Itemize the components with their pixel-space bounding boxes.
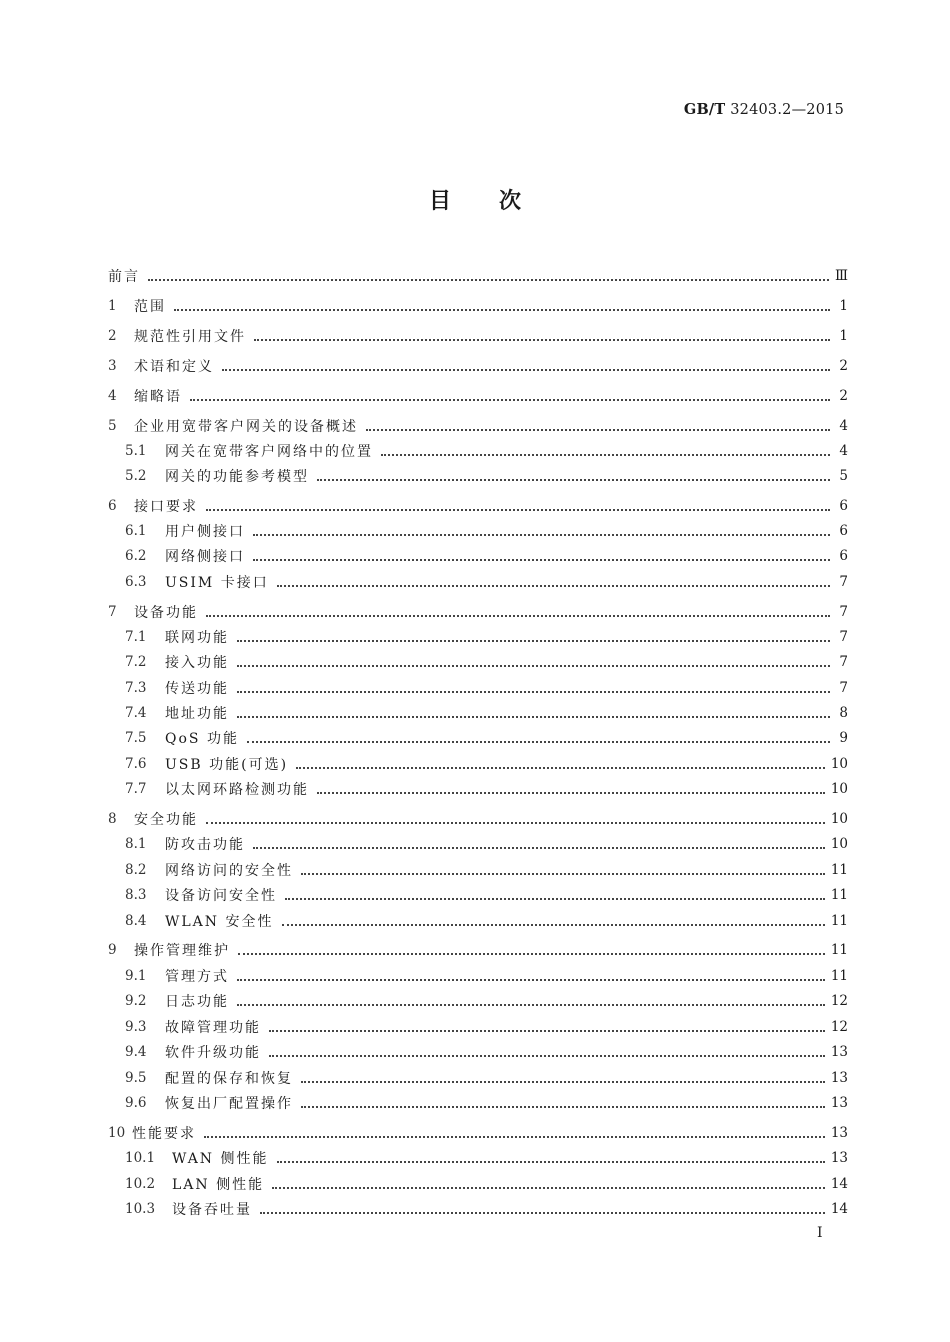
toc-entry-title: 接入功能 [165,655,229,671]
toc-entry[interactable] [108,415,848,437]
toc-entry[interactable] [108,677,848,699]
dot-leader [253,846,825,849]
dot-leader [190,398,830,401]
toc-entry-page: 2 [839,358,848,374]
toc-entry-page: 10 [830,836,848,852]
dot-leader [206,508,830,511]
toc-entry-number: 7.5 [125,730,147,746]
toc-entry[interactable] [108,265,848,287]
toc-entry[interactable] [108,626,848,648]
dot-leader [174,308,830,311]
toc-entry-number: 6 [108,498,117,514]
toc-entry[interactable] [108,1147,848,1169]
toc-entry[interactable] [108,808,848,830]
toc-entry-page: 13 [830,1095,848,1111]
toc-entry[interactable] [108,545,848,567]
toc-entry-page: 11 [830,862,848,878]
toc-entry-page: 6 [839,498,848,514]
page-title: 目次 [428,189,569,214]
toc-entry-title: 性能要求 [132,1126,196,1142]
toc-entry-number: 8.4 [125,913,147,929]
toc-entry[interactable] [108,1016,848,1038]
toc-entry-number: 9.1 [125,968,147,984]
toc-entry-number: 10.1 [125,1150,156,1166]
toc-entry-title: 设备吞吐量 [172,1202,252,1218]
dot-leader [253,533,830,536]
toc-entry-page: Ⅲ [834,268,848,284]
toc-entry[interactable] [108,325,848,347]
toc-entry-page: 4 [839,418,848,434]
toc-entry-page: 8 [839,705,848,721]
toc-entry-page: 12 [830,993,848,1009]
toc-entry-page: 11 [830,887,848,903]
toc-entry-page: 11 [830,913,848,929]
toc-entry-title: 网络侧接口 [165,549,245,565]
toc-entry-title: 网关的功能参考模型 [165,469,309,485]
dot-leader [238,952,825,955]
toc-entry-title: 日志功能 [165,994,229,1010]
dot-leader [260,1211,825,1214]
dot-leader [237,978,825,981]
toc-entry-title: 设备访问安全性 [165,888,277,904]
toc-entry-title: 操作管理维护 [134,943,230,959]
toc-entry-page: 7 [839,574,848,590]
toc-entry-page: 13 [830,1125,848,1141]
toc-entry-title: LAN 侧性能 [172,1177,265,1193]
toc-entry-page: 7 [839,629,848,645]
toc-entry-title: 故障管理功能 [165,1020,261,1036]
toc-entry[interactable] [108,651,848,673]
toc-entry-title: 配置的保存和恢复 [165,1071,293,1087]
toc-entry-title: 安全功能 [134,812,198,828]
toc-entry[interactable] [108,910,848,932]
toc-entry-number: 5.2 [125,468,147,484]
toc-entry[interactable] [108,1041,848,1063]
dot-leader [237,1003,825,1006]
dot-leader [285,897,825,900]
toc-entry[interactable] [108,1173,848,1195]
toc-entry-page: 1 [839,298,848,314]
toc-entry-number: 9.6 [125,1095,147,1111]
toc-entry[interactable] [108,965,848,987]
dot-leader [206,614,830,617]
toc-entry-title: WAN 侧性能 [172,1151,269,1167]
toc-entry-page: 10 [830,756,848,772]
dot-leader [148,278,829,281]
toc-entry-title: 联网功能 [165,630,229,646]
toc-entry-title: 接口要求 [134,499,198,515]
dot-leader [282,923,825,926]
toc-entry-page: 7 [839,654,848,670]
toc-entry-number: 7.2 [125,654,147,670]
toc-entry[interactable] [108,702,848,724]
page-number: Ⅰ [817,1225,823,1241]
toc-entry[interactable] [108,385,848,407]
dot-leader [204,1135,825,1138]
toc-entry-page: 7 [839,680,848,696]
toc-entry-title: 管理方式 [165,969,229,985]
toc-entry-number: 6.3 [125,574,147,590]
toc-entry-title: 软件升级功能 [165,1045,261,1061]
toc-entry-page: 1 [839,328,848,344]
toc-entry-number: 7.6 [125,756,147,772]
toc-entry-page: 7 [839,604,848,620]
dot-leader [269,1029,825,1032]
toc-entry-number: 2 [108,328,117,344]
standard-prefix: GB/T [683,101,726,118]
dot-leader [237,664,830,667]
toc-entry-title: 用户侧接口 [165,524,245,540]
toc-entry-title: 企业用宽带客户网关的设备概述 [134,419,358,435]
dot-leader [317,791,825,794]
toc-entry-title: 术语和定义 [134,359,214,375]
toc-entry-number: 7.3 [125,680,147,696]
toc-entry-number: 6.1 [125,523,147,539]
toc-entry[interactable] [108,859,848,881]
toc-entry[interactable] [108,884,848,906]
toc-entry-page: 12 [830,1019,848,1035]
toc-entry-title: 防攻击功能 [165,837,245,853]
toc-entry-number: 7 [108,604,117,620]
dot-leader [301,1105,825,1108]
dot-leader [277,584,830,587]
dot-leader [222,368,830,371]
toc-entry-title: 传送功能 [165,681,229,697]
toc-entry[interactable] [108,1067,848,1089]
toc-entry-number: 9.5 [125,1070,147,1086]
toc-entry-number: 5.1 [125,443,147,459]
toc-entry[interactable] [108,1198,848,1220]
toc-entry-number: 7.4 [125,705,147,721]
toc-entry-title: 以太网环路检测功能 [165,782,309,798]
toc-entry-number: 9.3 [125,1019,147,1035]
toc-entry[interactable] [108,571,848,593]
dot-leader [247,740,830,743]
dot-leader [301,1080,825,1083]
toc-entry[interactable] [108,833,848,855]
toc-entry-page: 6 [839,523,848,539]
toc-entry[interactable] [108,778,848,800]
toc-entry-title: 网关在宽带客户网络中的位置 [165,444,373,460]
toc-entry-number: 8.1 [125,836,147,852]
toc-entry-number: 1 [108,298,117,314]
toc-entry-title: USIM 卡接口 [165,575,269,591]
toc-entry-page: 13 [830,1150,848,1166]
toc-entry-title: WLAN 安全性 [165,914,274,930]
toc-entry-page: 11 [830,942,848,958]
toc-entry-page: 2 [839,388,848,404]
toc-entry-page: 13 [830,1070,848,1086]
toc-entry[interactable] [108,440,848,462]
toc-entry-page: 14 [830,1176,848,1192]
toc-entry-number: 6.2 [125,548,147,564]
toc-entry[interactable] [108,1122,848,1144]
dot-leader [272,1186,825,1189]
toc-entry-number: 10.3 [125,1201,156,1217]
toc-entry-number: 5 [108,418,117,434]
toc-entry-title: 网络访问的安全性 [165,863,293,879]
toc-entry-page: 9 [839,730,848,746]
toc-entry-number: 9.2 [125,993,147,1009]
toc-entry-title: 恢复出厂配置操作 [165,1096,293,1112]
dot-leader [269,1054,825,1057]
toc-entry-page: 4 [839,443,848,459]
standard-number: 32403.2—2015 [730,102,844,118]
toc-entry-number: 8 [108,811,117,827]
dot-leader [381,453,830,456]
toc-entry[interactable] [108,727,848,749]
toc-entry-number: 8.3 [125,887,147,903]
toc-entry-number: 7.1 [125,629,147,645]
standard-code [684,101,844,118]
toc-entry-number: 7.7 [125,781,147,797]
toc-entry-number: 4 [108,388,117,404]
toc-entry[interactable] [108,465,848,487]
toc-entry-page: 10 [830,781,848,797]
toc-entry-title: 缩略语 [134,389,182,405]
dot-leader [253,558,830,561]
toc-entry[interactable] [108,990,848,1012]
toc-entry-number: 10.2 [125,1176,156,1192]
toc-entry-page: 14 [830,1201,848,1217]
dot-leader [277,1160,825,1163]
toc-entry-title: 地址功能 [165,706,229,722]
toc-entry-title: QoS 功能 [165,731,239,747]
dot-leader [254,338,830,341]
toc-entry[interactable] [108,495,848,517]
toc-entry[interactable] [108,1092,848,1114]
toc-entry-page: 10 [830,811,848,827]
toc-entry-page: 11 [830,968,848,984]
toc-entry[interactable] [108,939,848,961]
dot-leader [317,478,830,481]
toc-entry-page: 5 [839,468,848,484]
toc-entry-number: 9 [108,942,117,958]
toc-entry[interactable] [108,355,848,377]
dot-leader [296,766,825,769]
toc-entry-number: 10 [108,1125,126,1141]
toc-entry-number: 8.2 [125,862,147,878]
dot-leader [301,872,825,875]
toc-entry-title: 设备功能 [134,605,198,621]
dot-leader [237,639,830,642]
toc-entry-page: 13 [830,1044,848,1060]
toc-entry-title: USB 功能(可选) [165,757,289,773]
dot-leader [237,715,830,718]
dot-leader [206,821,825,824]
toc-entry[interactable] [108,601,848,623]
toc-entry[interactable] [108,295,848,317]
toc-entry-number: 9.4 [125,1044,147,1060]
dot-leader [237,690,830,693]
toc-entry-page: 6 [839,548,848,564]
toc-entry-title: 范围 [134,299,166,315]
toc-entry-title: 规范性引用文件 [134,329,246,345]
toc-entry[interactable] [108,753,848,775]
toc-entry-number: 3 [108,358,117,374]
toc-entry[interactable] [108,520,848,542]
dot-leader [366,428,830,431]
toc-entry-title: 前言 [108,269,140,285]
